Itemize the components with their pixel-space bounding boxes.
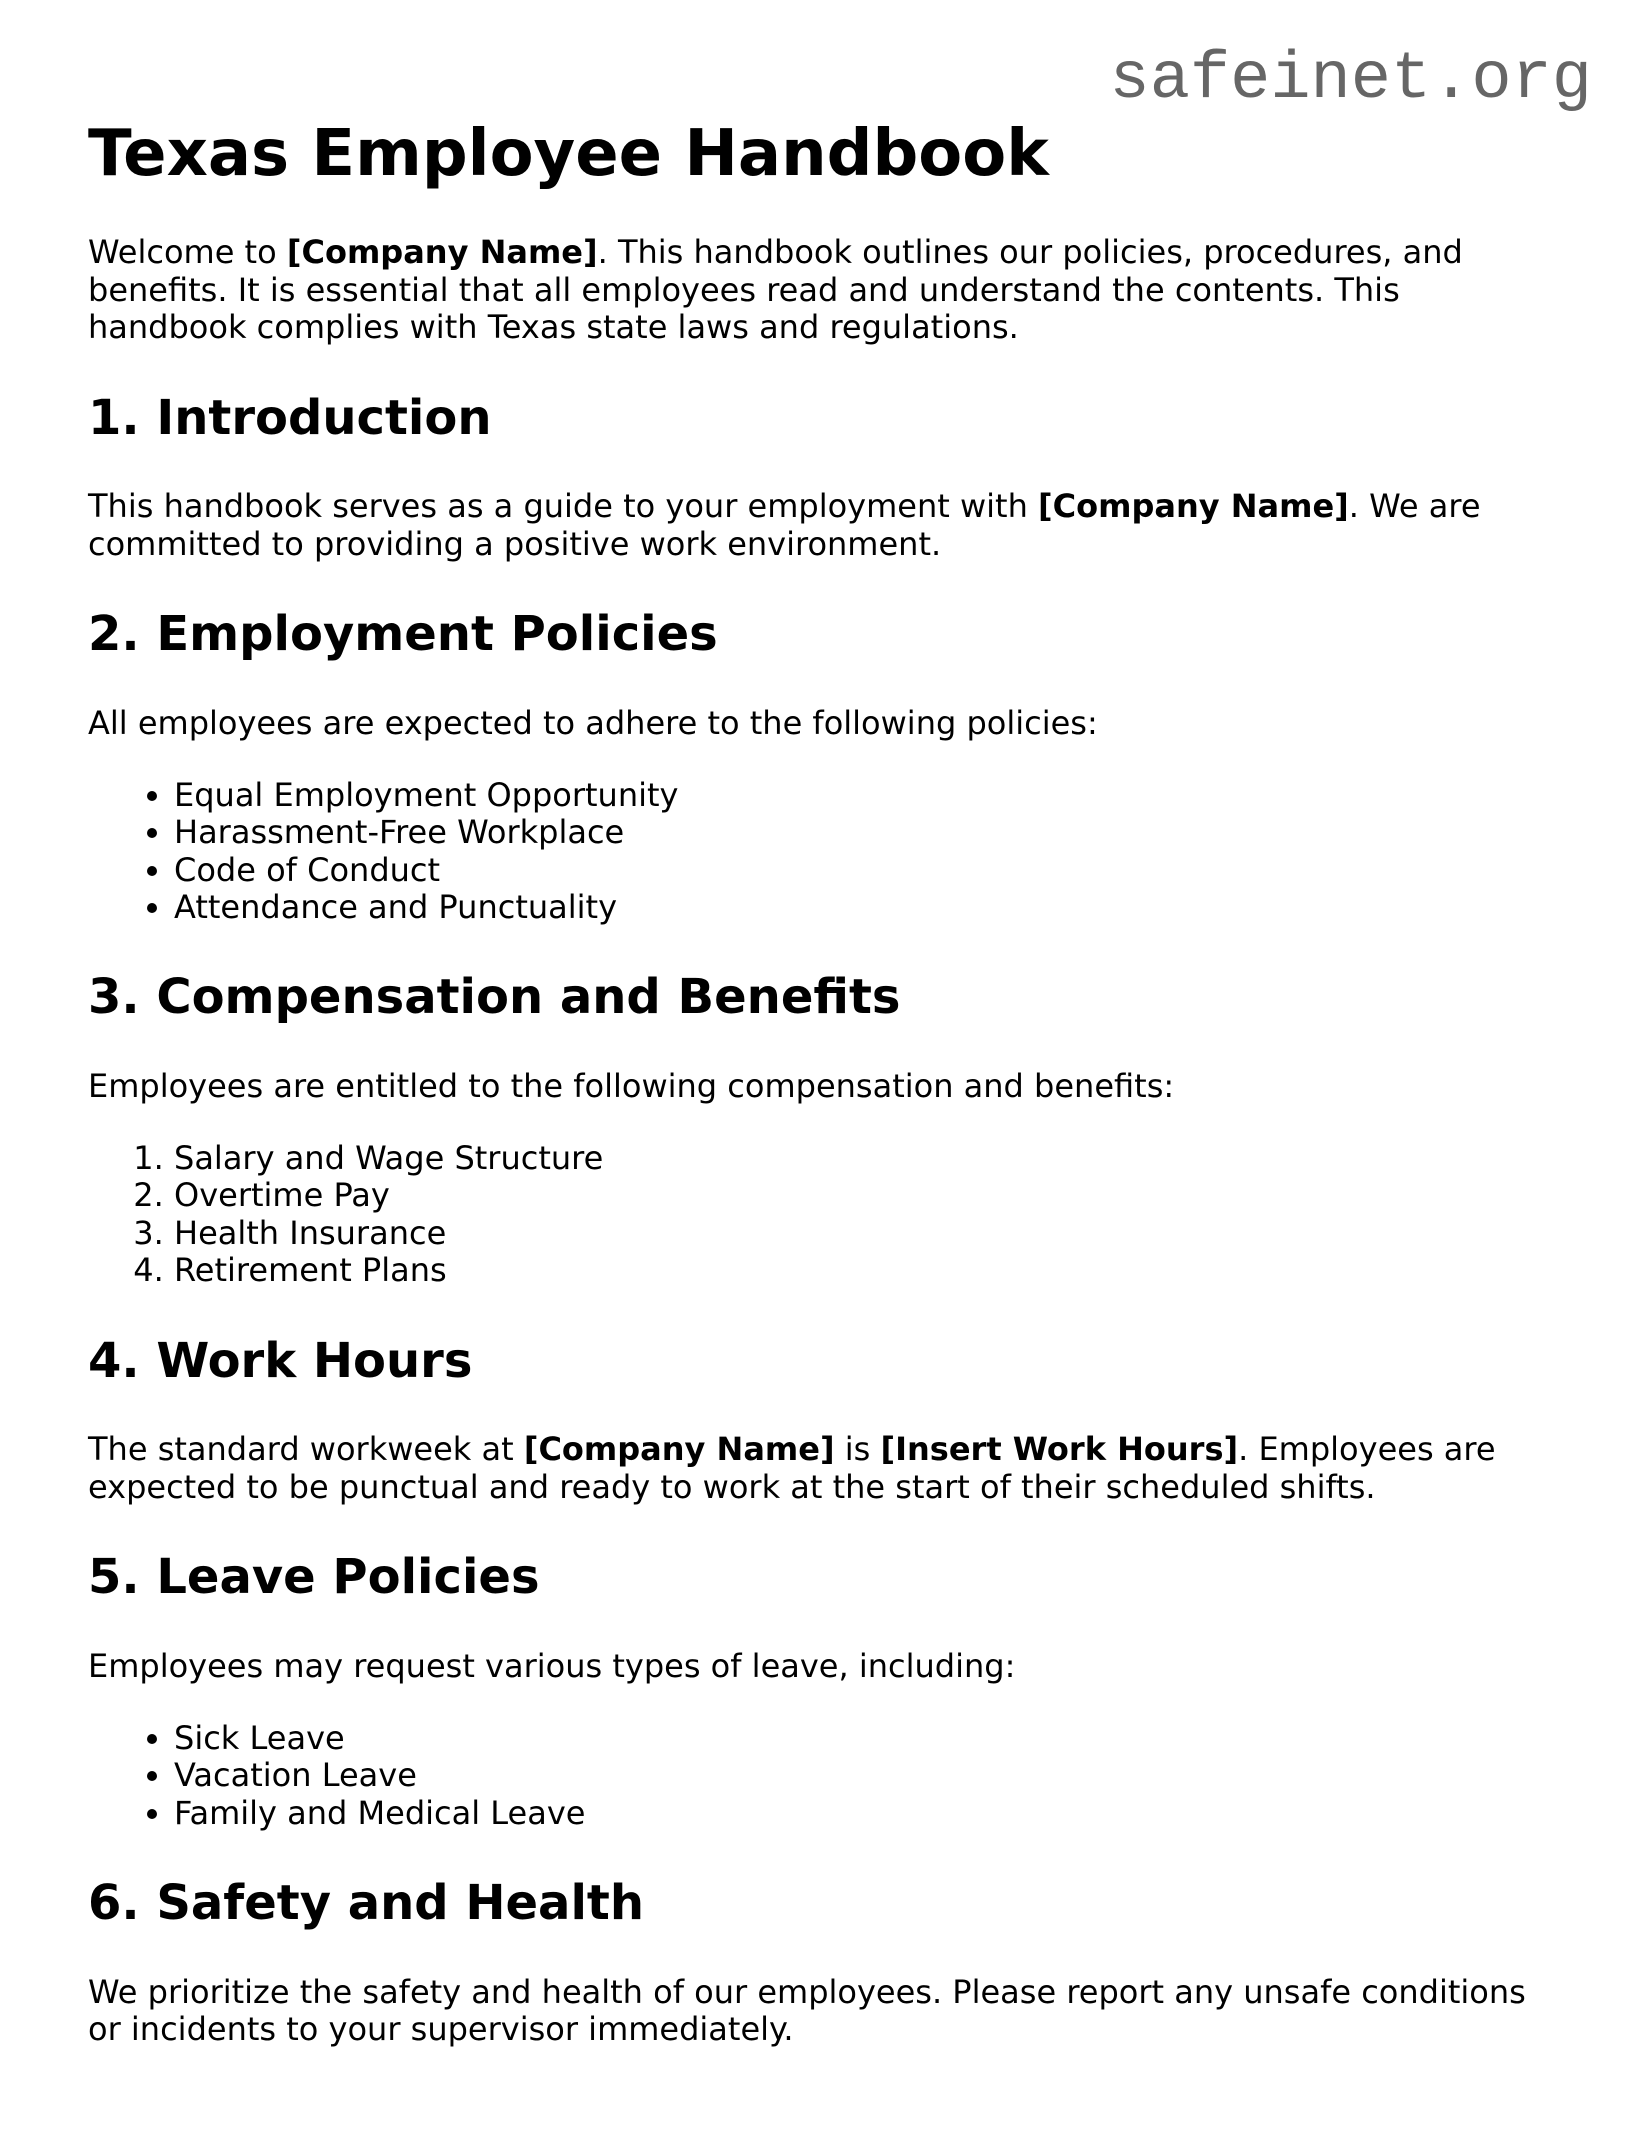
list-item: 3. Health Insurance [174, 1215, 1556, 1252]
section-1-text-pre: This handbook serves as a guide to your employment with [88, 487, 1039, 526]
list-item: • Code of Conduct [174, 852, 1556, 889]
list-item: 2. Overtime Pay [174, 1177, 1556, 1214]
section-3-paragraph: Employees are entitled to the following compensation and benefits: [88, 1067, 1175, 1106]
section-6-paragraph: We prioritize the safety and health of our employees. Please report any unsafe conditions or incidents to your supervisor immediately. [88, 1972, 1526, 2049]
section-2-list [88, 777, 1556, 927]
list-item: • Vacation Leave [174, 1757, 1556, 1794]
intro-text-pre: Welcome to [88, 233, 287, 272]
section-4-text-pre: The standard workweek at [88, 1430, 524, 1469]
section-1-heading: 1. Introduction [88, 389, 492, 446]
section-3-list [88, 1140, 1556, 1290]
section-4-heading: 4. Work Hours [88, 1332, 473, 1389]
work-hours-placeholder: [Insert Work Hours] [880, 1430, 1239, 1469]
section-4-text-mid: is [834, 1430, 881, 1469]
section-6-heading: 6. Safety and Health [88, 1874, 645, 1931]
intro-paragraph [88, 234, 1556, 346]
list-item: 1. Salary and Wage Structure [174, 1140, 1556, 1177]
section-3-heading: 3. Compensation and Benefits [88, 969, 901, 1026]
company-name-placeholder: [Company Name] [1038, 487, 1349, 526]
section-2-heading: 2. Employment Policies [88, 606, 718, 663]
company-name-placeholder: [Company Name] [286, 233, 598, 272]
section-5-paragraph: Employees may request various types of leave, including: [88, 1647, 1016, 1686]
company-name-placeholder: [Company Name] [523, 1430, 835, 1469]
list-item: • Equal Employment Opportunity [174, 777, 1556, 814]
section-5-list [88, 1720, 1556, 1832]
section-2-paragraph: All employees are expected to adhere to the following policies: [88, 704, 1098, 743]
section-5-heading: 5. Leave Policies [88, 1549, 540, 1606]
section-4-paragraph [88, 1431, 1556, 1506]
list-item: • Sick Leave [174, 1720, 1556, 1757]
list-item: • Harassment-Free Workplace [174, 814, 1556, 851]
list-item: • Attendance and Punctuality [174, 889, 1556, 926]
list-item: 4. Retirement Plans [174, 1252, 1556, 1289]
section-1-paragraph [88, 488, 1556, 563]
document-title: Texas Employee Handbook [88, 117, 1049, 191]
intro-text-post: . This handbook outlines our policies, procedures, and benefits. It is essential that all employees read and understand the contents. This handbook complies with Texas state laws and regulations. [88, 233, 1463, 347]
list-item: • Family and Medical Leave [174, 1795, 1556, 1832]
watermark: safeinet.org [1109, 42, 1592, 118]
section-1-text-post: . We are committed to providing a positive work environment. [88, 487, 1481, 563]
section-4-text-post: . Employees are expected to be punctual and ready to work at the start of their scheduled shifts. [88, 1430, 1496, 1506]
